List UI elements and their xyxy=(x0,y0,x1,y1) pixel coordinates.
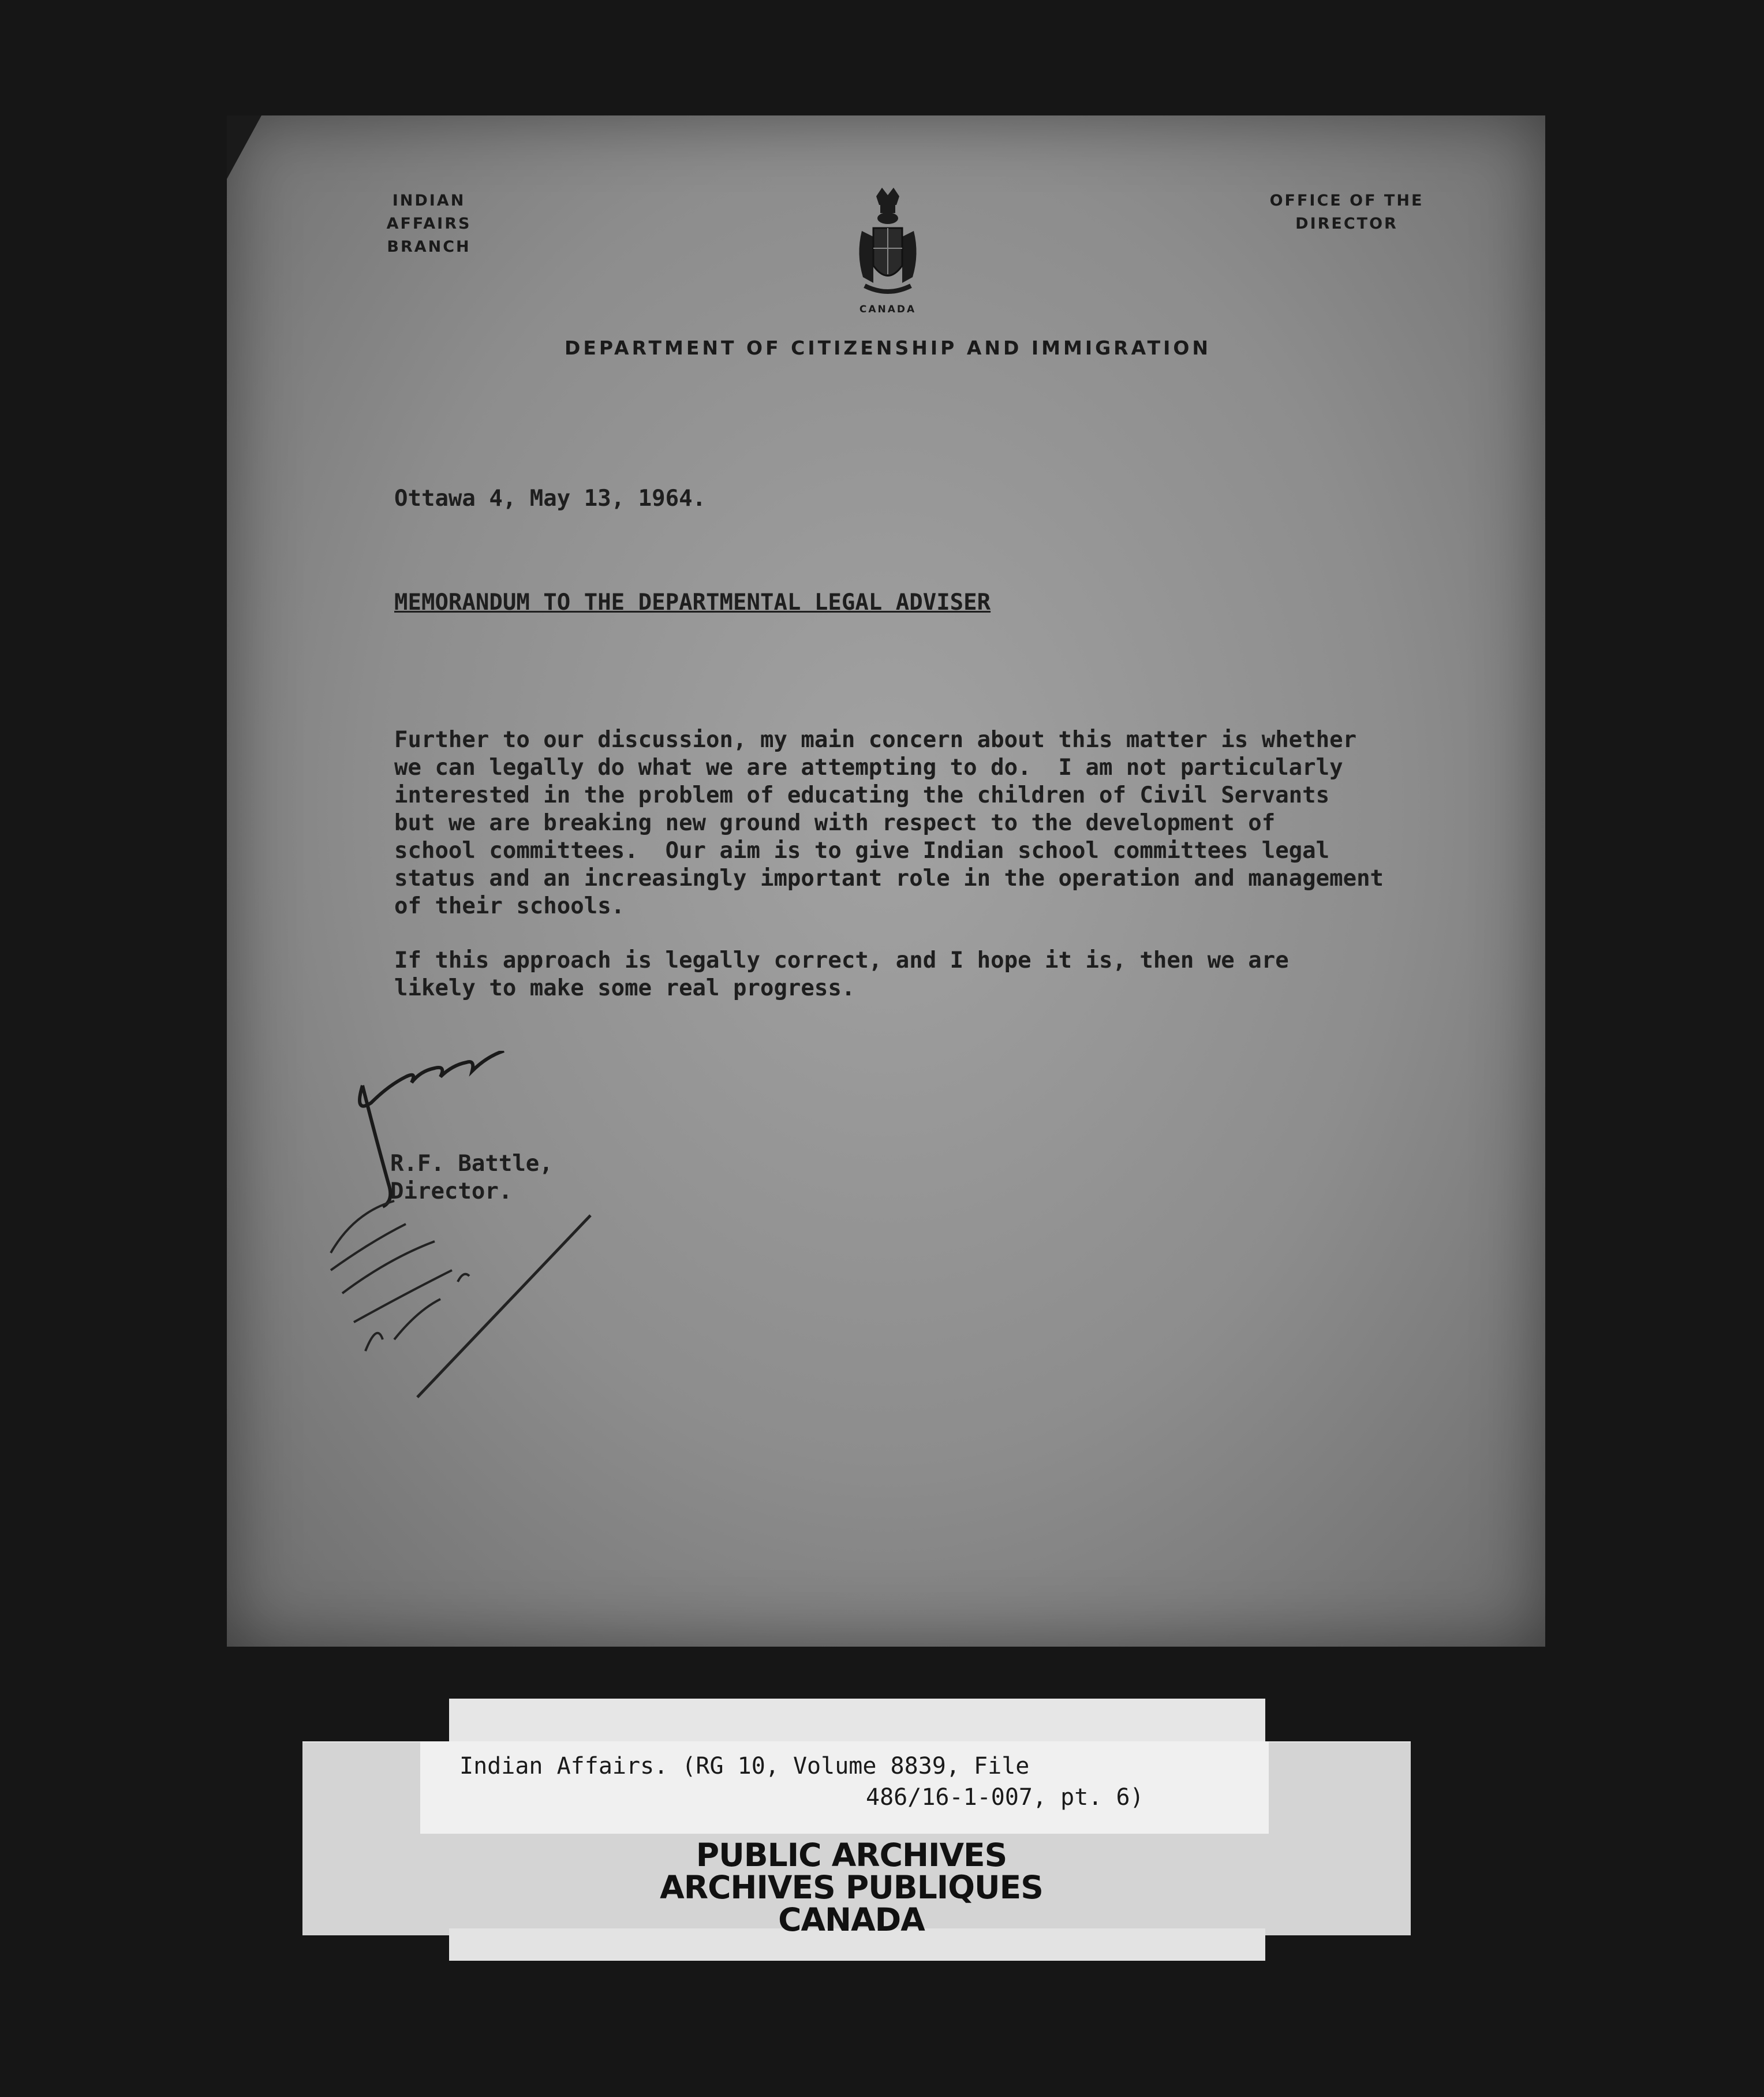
crest-label: CANADA xyxy=(859,304,917,315)
department-heading: DEPARTMENT OF CITIZENSHIP AND IMMIGRATION xyxy=(564,337,1212,359)
archive-reference-line-1: Indian Affairs. (RG 10, Volume 8839, File xyxy=(459,1753,1030,1779)
branch-heading: INDIAN AFFAIRS BRANCH xyxy=(386,192,472,256)
memo-paragraph-2: If this approach is legally correct, and I hope it is, then we are likely to make some real progress. xyxy=(394,947,1289,1001)
memo-date: Ottawa 4, May 13, 1964. xyxy=(394,486,707,512)
handwritten-signature-and-note xyxy=(319,1051,608,1455)
memo-title: MEMORANDUM TO THE DEPARTMENTAL LEGAL ADVISER xyxy=(394,589,991,615)
archive-reference-line-2: 486/16-1-007, pt. 6) xyxy=(866,1784,1144,1811)
office-heading: OFFICE OF THE DIRECTOR xyxy=(1269,192,1424,233)
public-archives-stamp: PUBLIC ARCHIVES ARCHIVES PUBLIQUES CANADA xyxy=(660,1837,1043,1938)
folded-corner xyxy=(227,115,261,179)
coat-of-arms-icon xyxy=(850,185,925,300)
memo-paragraph-1: Further to our discussion, my main concern about this matter is whether we can legally do what we are attempting to do. I am not particularly interested in the problem of educating the children of Civil Servants but we are breaking new ground with respect to the development of school committees. Our aim is to give Indian school committees legal status and an increasingly important role in the operation and management of their schools. xyxy=(394,727,1384,919)
signer-block: R.F. Battle, Director. xyxy=(390,1151,553,1204)
memo-page xyxy=(227,115,1545,1647)
